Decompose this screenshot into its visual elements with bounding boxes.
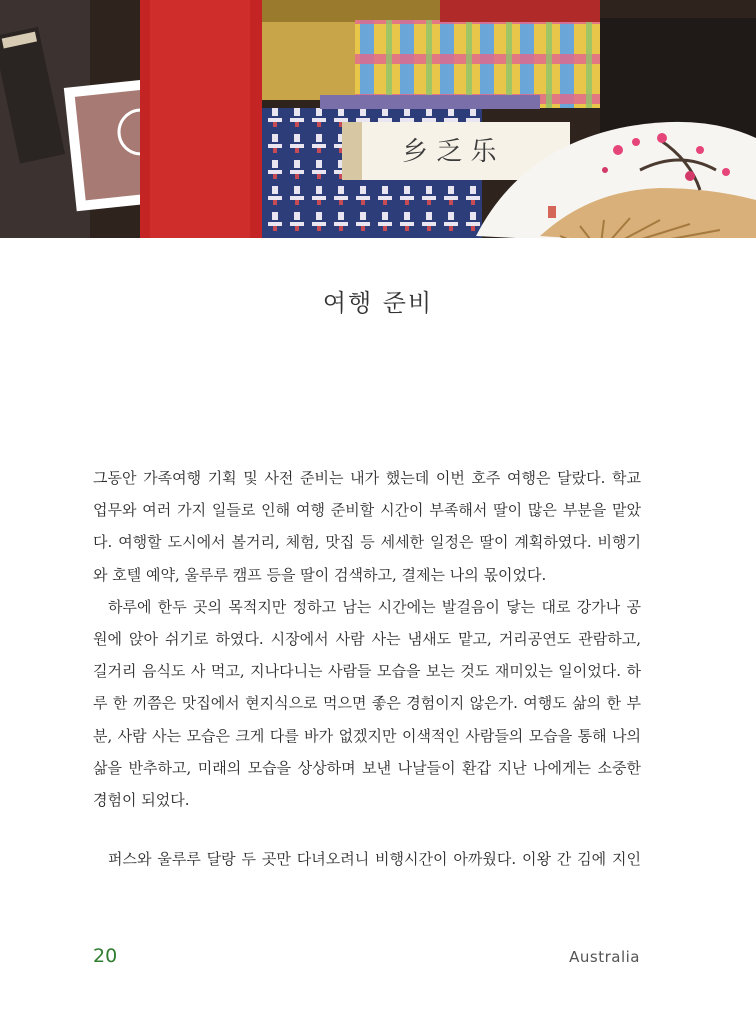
- gift-boxes-photo: [0, 0, 756, 238]
- text-line: 다. 여행할 도시에서 볼거리, 체험, 맛집 등 세세한 일정은 딸이 계획하였다. 비행기: [93, 533, 641, 552]
- text-line: 길거리 음식도 사 먹고, 지나다니는 사람들 모습을 보는 것도 재미있는 일이었다. 하: [93, 662, 641, 681]
- running-title: Australia: [569, 948, 640, 966]
- text-line: 삶을 반추하고, 미래의 모습을 상상하며 보낸 나날들이 환갑 지난 나에게는 소중한: [93, 758, 641, 777]
- paragraph-gap: [93, 816, 641, 843]
- text-line: 업무와 여러 가지 일들로 인해 여행 준비할 시간이 부족해서 딸이 많은 부분을 맡았: [93, 501, 641, 520]
- paragraph-2: [93, 591, 641, 816]
- header-photo: [0, 0, 756, 238]
- text-line: 그동안 가족여행 기획 및 사전 준비는 내가 했는데 이번 호주 여행은 달랐다. 학교: [93, 469, 641, 487]
- body-text: [93, 462, 641, 875]
- text-line: 원에 앉아 쉬기로 하였다. 시장에서 사람 사는 냄새도 맡고, 거리공연도 관람하고,: [93, 630, 641, 649]
- text-line: 분, 사람 사는 모습은 크게 다를 바가 없겠지만 이색적인 사람들의 모습을 통해 나의: [93, 726, 641, 745]
- text-line: 경험이 되었다.: [93, 791, 190, 810]
- text-line: 루 한 끼쯤은 맛집에서 현지식으로 먹으면 좋은 경험이지 않은가. 여행도 삶의 한 부: [93, 694, 641, 713]
- text-line: 퍼스와 울루루 달랑 두 곳만 다녀오려니 비행시간이 아까웠다. 이왕 간 김에 지인: [108, 850, 641, 869]
- page-number: 20: [93, 945, 118, 967]
- paragraph-1: [93, 462, 641, 591]
- page-title: 여행 준비: [322, 289, 434, 317]
- text-line: 와 호텔 예약, 울루루 캠프 등을 딸이 검색하고, 결제는 나의 몫이었다.: [93, 565, 547, 584]
- paragraph-3: [93, 843, 641, 875]
- text-line: 하루에 한두 곳의 목적지만 정하고 남는 시간에는 발걸음이 닿는 대로 강가나 공: [108, 597, 641, 616]
- svg-text:乡 乏 乐: 乡 乏 乐: [402, 137, 497, 167]
